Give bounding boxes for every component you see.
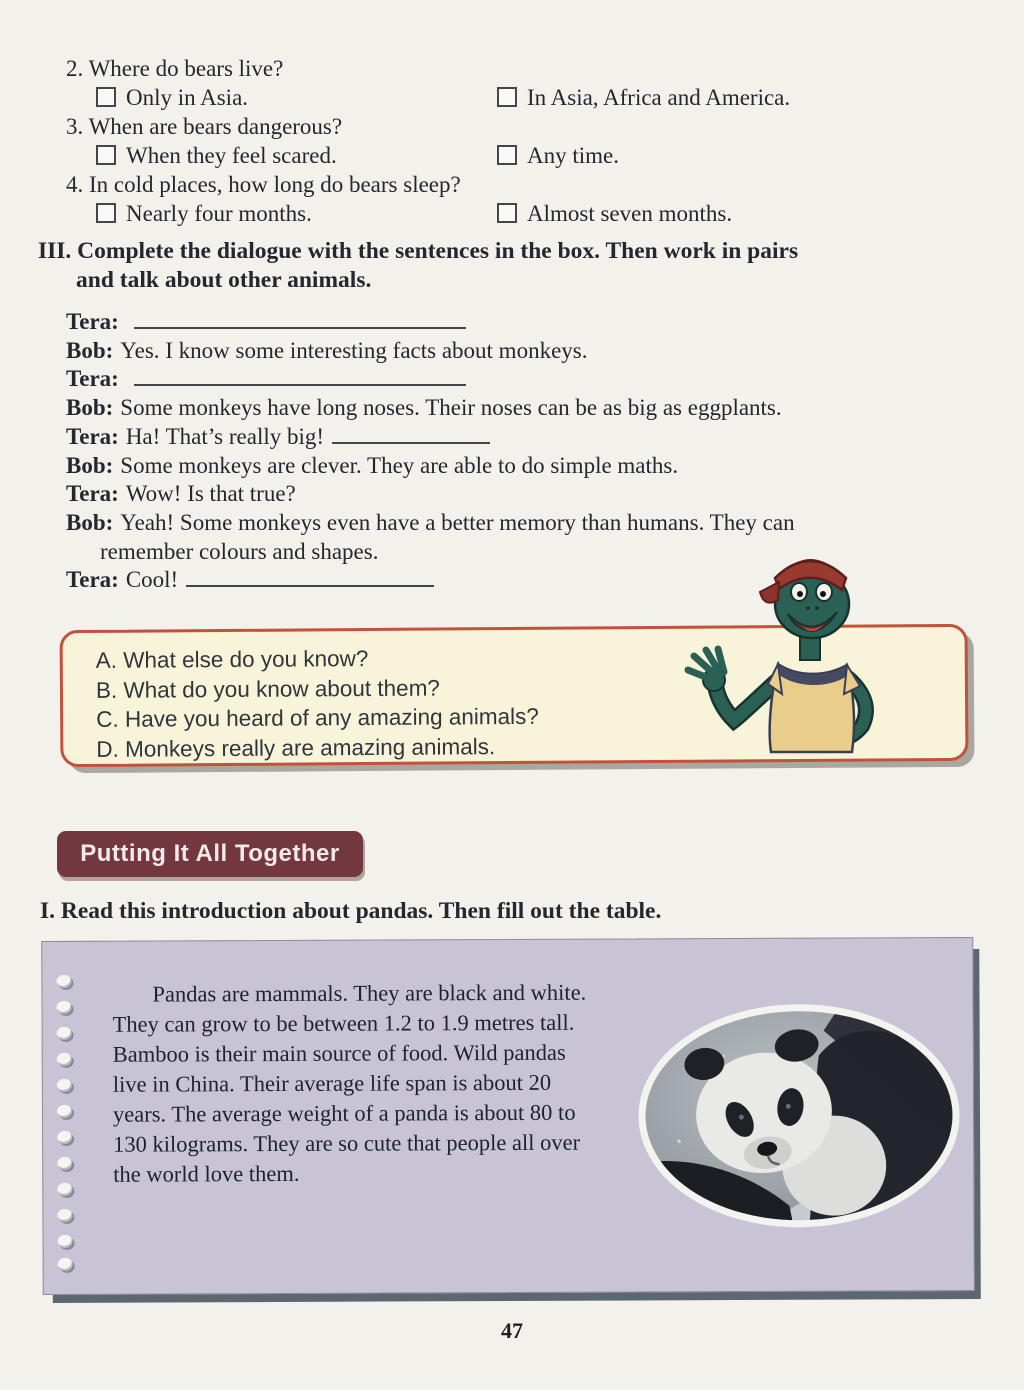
checkbox-icon[interactable] bbox=[96, 203, 116, 223]
option-label: When they feel scared. bbox=[126, 143, 337, 168]
checkbox-icon[interactable] bbox=[497, 203, 517, 223]
dialogue-text: Wow! Is that true? bbox=[125, 481, 296, 507]
banner-label: Putting It All Together bbox=[80, 840, 340, 867]
question-2-options bbox=[66, 83, 996, 112]
dinosaur-mascot-icon bbox=[672, 552, 887, 764]
choice-b: B. What do you know about them? bbox=[95, 675, 440, 703]
dialogue-text: Some monkeys have long noses. Their noses can be as big as eggplants. bbox=[120, 395, 782, 421]
checkbox-icon[interactable] bbox=[96, 87, 116, 107]
dialogue-line bbox=[66, 423, 971, 452]
option-label: Only in Asia. bbox=[126, 85, 249, 110]
question-3: 3. When are bears dangerous? bbox=[66, 114, 343, 139]
bear-quiz bbox=[66, 54, 996, 228]
speaker-label: Tera: bbox=[66, 309, 119, 334]
question-2: 2. Where do bears live? bbox=[66, 56, 284, 81]
option-label: Any time. bbox=[527, 143, 619, 168]
dialogue-line bbox=[66, 365, 971, 394]
checkbox-icon[interactable] bbox=[497, 87, 517, 107]
section-i-heading: I. Read this introduction about pandas. Then fill out the table. bbox=[40, 898, 662, 924]
dialogue-line bbox=[66, 308, 971, 337]
dialogue-text: Cool! bbox=[125, 567, 179, 593]
speaker-label: Bob: bbox=[66, 337, 114, 363]
panda-photo bbox=[634, 1000, 965, 1231]
speaker-label: Tera: bbox=[66, 423, 119, 449]
dialogue-line bbox=[66, 509, 971, 538]
binding-ring-icon bbox=[56, 975, 71, 988]
speaker-label: Bob: bbox=[66, 395, 114, 421]
choice-a: A. What else do you know? bbox=[95, 646, 369, 673]
answer-blank[interactable] bbox=[134, 315, 466, 329]
answer-blank[interactable] bbox=[134, 372, 466, 386]
putting-it-all-together-banner bbox=[57, 831, 363, 877]
section-iii-heading-line2: and talk about other animals. bbox=[76, 267, 372, 293]
speaker-label: Tera: bbox=[66, 481, 119, 507]
answer-blank[interactable] bbox=[332, 430, 490, 444]
binding-ring-icon bbox=[57, 1157, 72, 1170]
option-label: In Asia, Africa and America. bbox=[527, 85, 791, 110]
answer-blank[interactable] bbox=[186, 573, 434, 587]
dialogue-text: remember colours and shapes. bbox=[100, 538, 379, 564]
dialogue-line bbox=[66, 337, 971, 366]
sentence-choices bbox=[96, 643, 540, 764]
binding-ring-icon bbox=[57, 1131, 72, 1144]
dialogue-text: Some monkeys are clever. They are able to do simple maths. bbox=[120, 452, 679, 478]
panda-passage: Pandas are mammals. They are black and white. They can grow to be between 1.2 to 1.9 metres tall. Bamboo is their main source of food. Wild pandas live in China. Their average life span is about 20 years. The average weight of a panda is about 80 to 130 kilograms. They are so cute that people all over the world love them. bbox=[112, 979, 587, 1187]
option bbox=[497, 83, 790, 112]
speaker-label: Tera: bbox=[66, 366, 119, 392]
question-3-options bbox=[66, 141, 996, 170]
checkbox-icon[interactable] bbox=[96, 145, 116, 165]
option bbox=[96, 143, 337, 168]
dialogue-text: Yes. I know some interesting facts about monkeys. bbox=[120, 337, 588, 363]
choice-d: D. Monkeys really are amazing animals. bbox=[96, 733, 496, 762]
checkbox-icon[interactable] bbox=[497, 145, 517, 165]
dialogue-line bbox=[66, 480, 971, 509]
option bbox=[497, 141, 619, 170]
binding-ring-icon bbox=[58, 1235, 73, 1248]
binding-ring-icon bbox=[57, 1105, 72, 1118]
choice-c: C. Have you heard of any amazing animals? bbox=[96, 703, 539, 732]
option-label: Almost seven months. bbox=[527, 201, 733, 226]
dialogue-text: Ha! That’s really big! bbox=[125, 423, 325, 449]
section-iii-heading-line1: III. Complete the dialogue with the sentences in the box. Then work in pairs bbox=[38, 238, 799, 264]
binding-ring-icon bbox=[56, 1001, 71, 1014]
option bbox=[96, 85, 248, 110]
dialogue-line bbox=[66, 394, 971, 423]
binding-ring-icon bbox=[57, 1053, 72, 1066]
dialogue-text: Yeah! Some monkeys even have a better memory than humans. They can bbox=[120, 509, 795, 535]
binding-ring-icon bbox=[57, 1027, 72, 1040]
panda-panel bbox=[41, 937, 975, 1295]
dialogue-line bbox=[66, 452, 971, 481]
binding-ring-icon bbox=[57, 1209, 72, 1222]
binding-ring-icon bbox=[57, 1183, 72, 1196]
binding-ring-icon bbox=[58, 1258, 73, 1271]
speaker-label: Bob: bbox=[66, 452, 114, 478]
option-label: Nearly four months. bbox=[126, 201, 312, 226]
option bbox=[96, 201, 312, 226]
binding-ring-icon bbox=[57, 1079, 72, 1092]
speaker-label: Bob: bbox=[66, 509, 114, 535]
option bbox=[497, 199, 732, 228]
question-4-options bbox=[66, 199, 996, 228]
speaker-label: Tera: bbox=[66, 567, 119, 593]
question-4: 4. In cold places, how long do bears sleep? bbox=[66, 172, 461, 197]
page-number: 47 bbox=[501, 1318, 523, 1343]
